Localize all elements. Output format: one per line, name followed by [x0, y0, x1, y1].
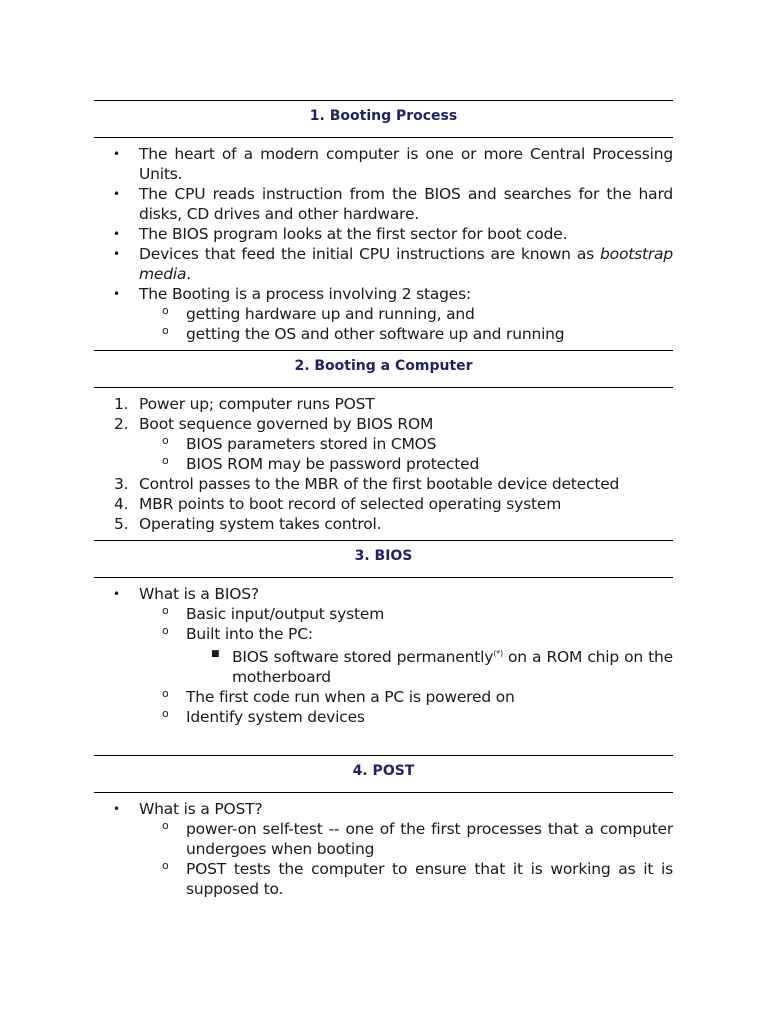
circle-bullet-icon: o [162, 859, 169, 873]
circle-bullet-icon: o [162, 707, 169, 721]
section-heading-bios: 3. BIOS [354, 548, 413, 564]
numbered-item: 2. Boot sequence governed by BIOS ROM [114, 415, 434, 433]
document-page [94, 100, 673, 905]
numbered-item: 4. MBR points to boot record of selected operating system [114, 495, 562, 513]
sub-bullet-item: o Built into the PC: [94, 624, 673, 644]
bullet-item: • The heart of a modern computer is one or more Central Processing Units. [113, 145, 673, 183]
circle-bullet-icon: o [162, 819, 169, 833]
numbered-item: 5. Operating system takes control. [114, 515, 382, 533]
bullet-item: • The Booting is a process involving 2 stages: [113, 285, 472, 303]
bullet-item: • What is a BIOS? [113, 585, 259, 603]
section-body-booting-a-computer [94, 388, 673, 540]
bullet-icon: • [113, 187, 120, 201]
bullet-icon: • [113, 587, 120, 601]
circle-bullet-icon: o [162, 454, 169, 467]
bullet-icon: • [113, 247, 120, 261]
sub-bullet-item: o power-on self-test -- one of the first processes that a computer undergoes when booting [94, 819, 673, 859]
section-heading-booting-a-computer: 2. Booting a Computer [294, 358, 473, 374]
bullet-item: • The CPU reads instruction from the BIOS and searches for the hard disks, CD drives and other hardware. [113, 185, 673, 223]
bullet-item: • The BIOS program looks at the first sector for boot code. [113, 225, 568, 243]
section-body-booting-process [94, 138, 673, 350]
sub-bullet-item: o Basic input/output system [94, 604, 673, 624]
sub-bullet-item: o BIOS parameters stored in CMOS [94, 434, 673, 454]
numbered-item: 3. Control passes to the MBR of the first bootable device detected [114, 475, 620, 493]
bullet-icon: • [113, 802, 120, 817]
sub-bullet-item: o getting hardware up and running, and [94, 304, 673, 324]
circle-bullet-icon: o [162, 604, 169, 617]
sub-bullet-item: o Identify system devices [94, 707, 673, 727]
circle-bullet-icon: o [162, 324, 169, 337]
section-heading-booting-process: 1. Booting Process [309, 108, 458, 124]
numbered-item: 1. Power up; computer runs POST [114, 395, 375, 413]
circle-bullet-icon: o [162, 624, 169, 637]
square-bullet-icon: ■ [211, 649, 220, 659]
sub-bullet-item: o POST tests the computer to ensure that it is working as it is supposed to. [94, 859, 673, 899]
circle-bullet-icon: o [162, 687, 169, 701]
bullet-item: • Devices that feed the initial CPU instructions are known as bootstrap media. [113, 245, 673, 283]
circle-bullet-icon: o [162, 434, 169, 447]
section-body-post [94, 793, 673, 905]
section-heading-post: 4. POST [352, 763, 415, 780]
section-body-bios [94, 578, 673, 755]
sub-bullet-item: o The first code run when a PC is powered on [94, 687, 673, 707]
bullet-icon: • [113, 287, 120, 301]
sub-bullet-item: o BIOS ROM may be password protected [94, 454, 673, 474]
bullet-icon: • [113, 147, 120, 161]
bullet-item: • What is a POST? [113, 800, 263, 819]
circle-bullet-icon: o [162, 304, 169, 317]
sub-bullet-item: o getting the OS and other software up and running [94, 324, 673, 344]
bullet-icon: • [113, 227, 120, 241]
sub-sub-bullet-item: ■ BIOS software stored permanently(*) on a ROM chip on the motherboard [94, 644, 673, 687]
